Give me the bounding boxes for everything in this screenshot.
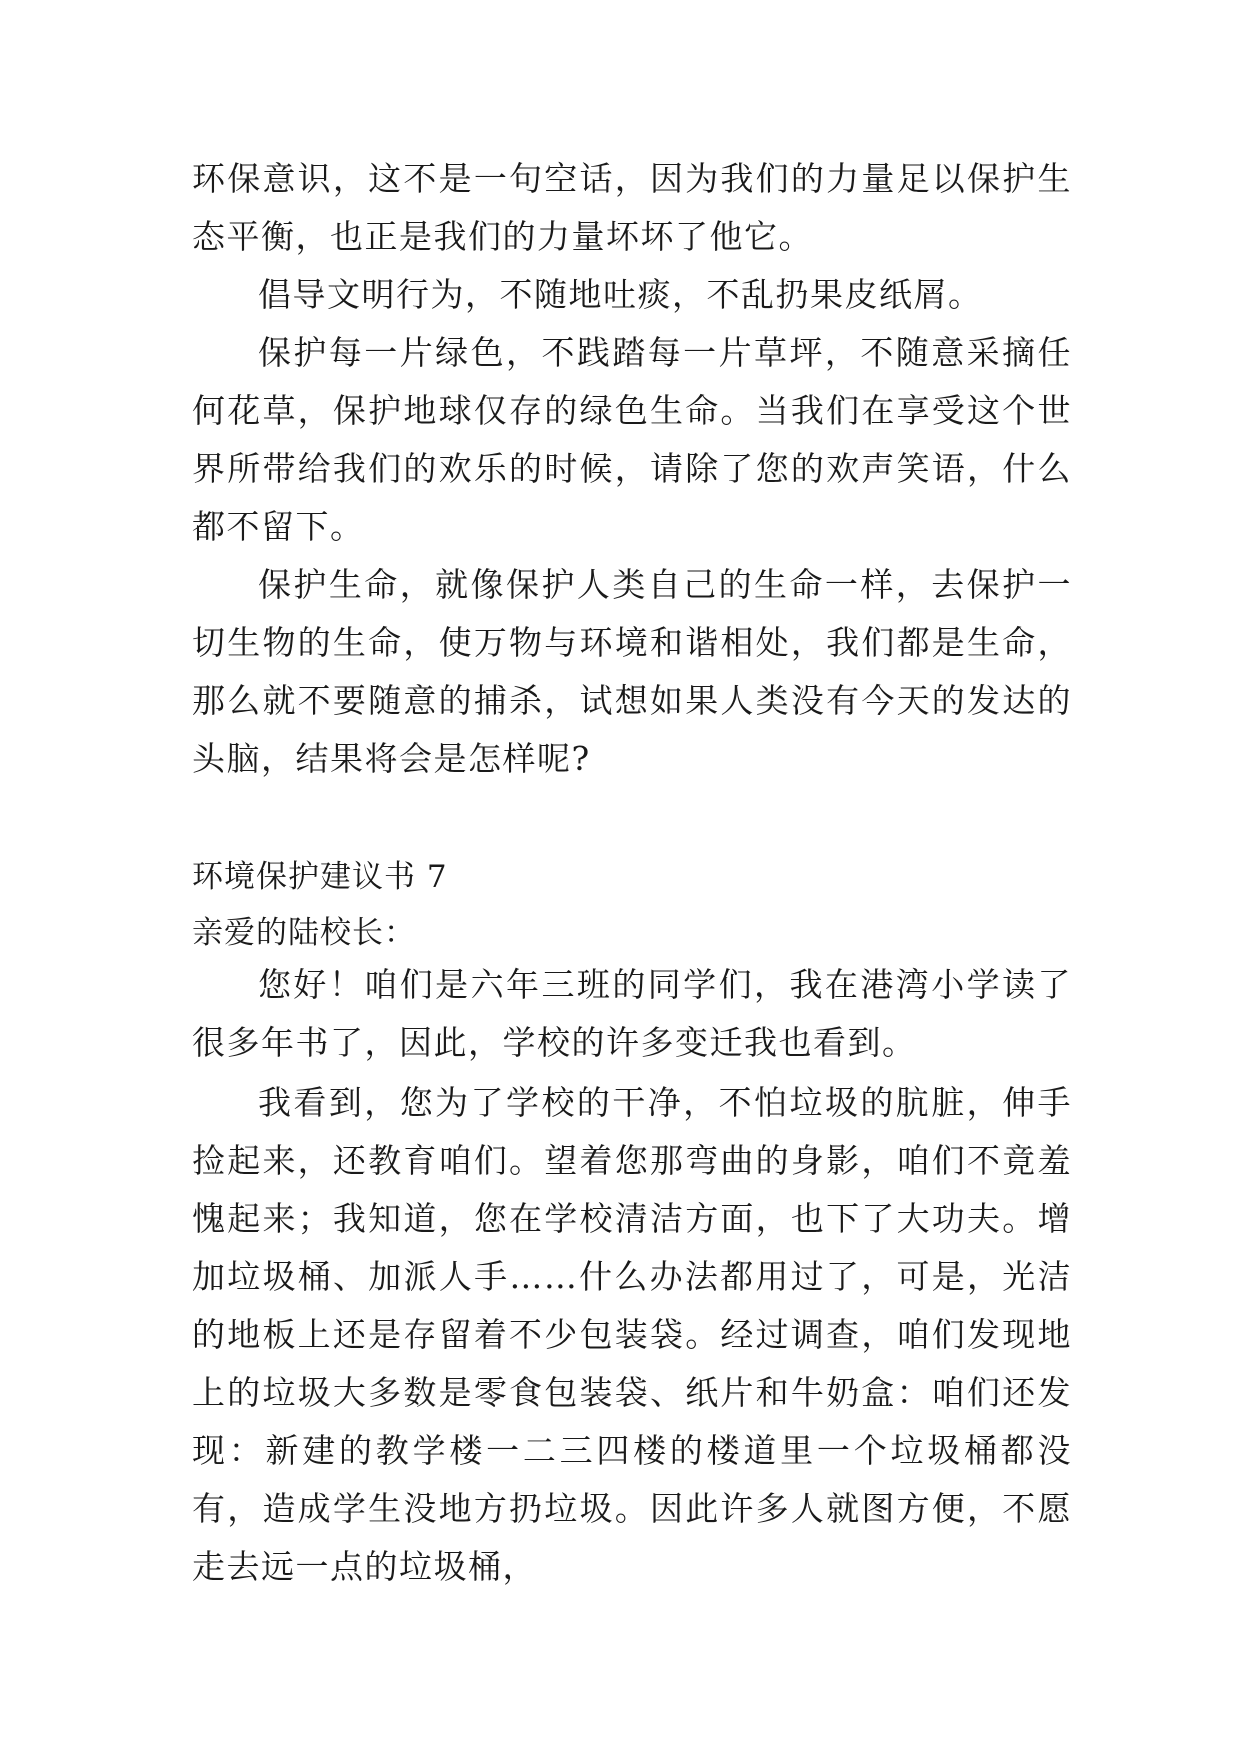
section-title: 环境保护建议书 7 xyxy=(192,859,448,895)
paragraph-observations: 我看到，您为了学校的干净，不怕垃圾的肮脏，伸手捡起来，还教育咱们。望着您那弯曲的身影，咱们不竟羞愧起来；我知道，您在学校清洁方面，也下了大功夫。增加垃圾桶、加派人手……什么办法都用过了，可是，光洁的地板上还是存留着不少包装袋。经过调查，咱们发现地上的垃圾大多数是零食包装袋、纸片和牛奶盒：咱们还发现：新建的教学楼一二三四楼的楼道里一个垃圾桶都没有，造成学生没地方扔垃圾。因此许多人就图方便，不愿走去远一点的垃圾桶， xyxy=(192,1083,1072,1586)
paragraph-environmental-awareness: 环保意识，这不是一句空话，因为我们的力量足以保护生态平衡，也正是我们的力量坏坏了他它。 xyxy=(192,159,1072,256)
paragraph-protect-green: 保护每一片绿色，不践踏每一片草坪，不随意采摘任何花草，保护地球仅存的绿色生命。当我们在享受这个世界所带给我们的欢乐的时候，请除了您的欢声笑语，什么都不留下。 xyxy=(192,333,1072,546)
paragraph-greeting: 您好！咱们是六年三班的同学们，我在港湾小学读了很多年书了，因此，学校的许多变迁我也看到。 xyxy=(192,965,1072,1062)
paragraph-protect-life: 保护生命，就像保护人类自己的生命一样，去保护一切生物的生命，使万物与环境和谐相处，我们都是生命，那么就不要随意的捕杀，试想如果人类没有今天的发达的头脑，结果将会是怎样呢? xyxy=(192,565,1072,778)
paragraph-civilized-behavior: 倡导文明行为，不随地吐痰，不乱扔果皮纸屑。 xyxy=(258,275,983,314)
salutation: 亲爱的陆校长： xyxy=(192,915,416,951)
